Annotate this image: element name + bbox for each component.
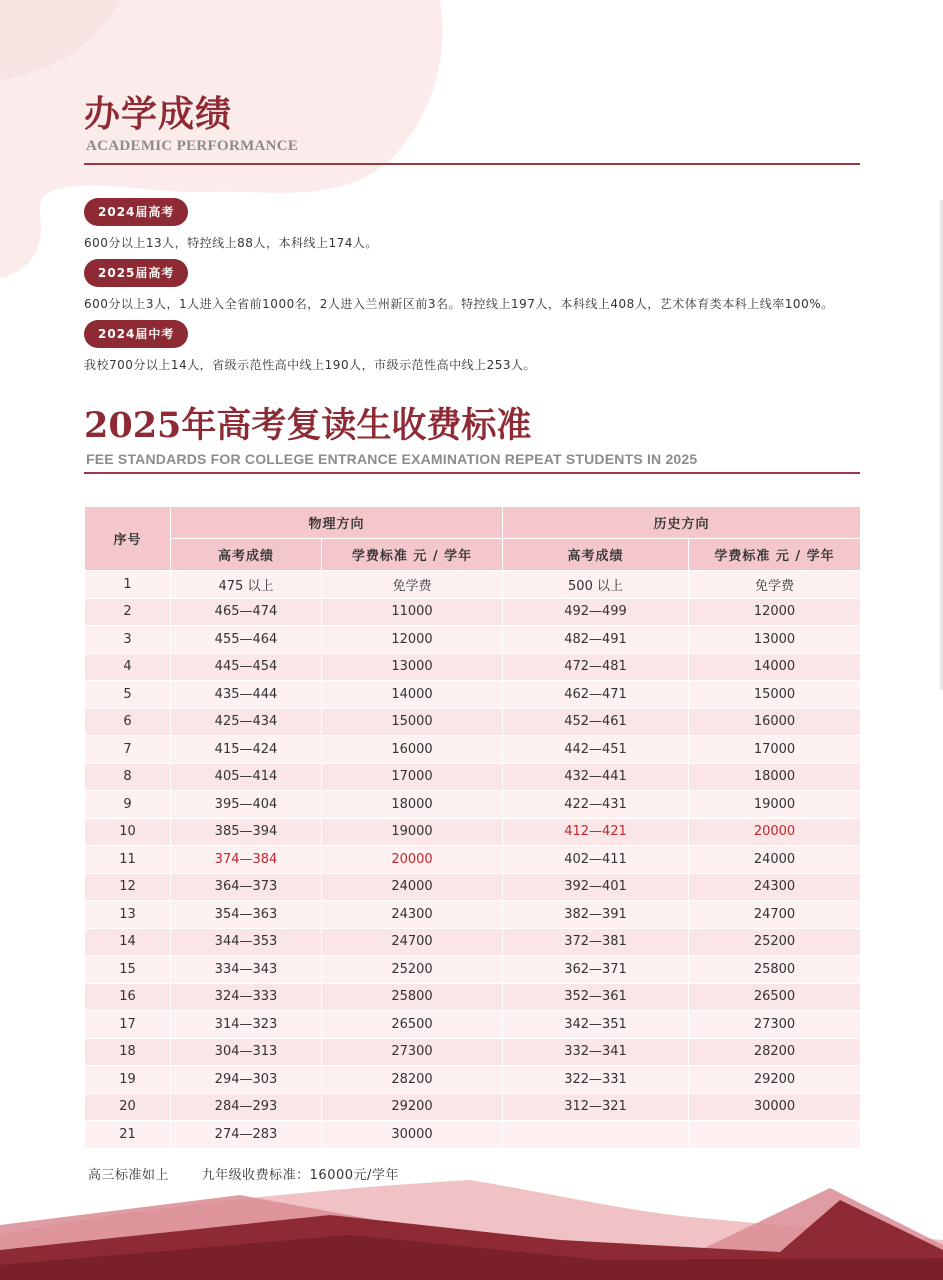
col-header-seq: 序号: [85, 507, 171, 571]
cell-history-score: 482—491: [503, 626, 689, 654]
cell-physics-fee: 25200: [322, 956, 503, 984]
col-group-history: 历史方向: [503, 507, 861, 539]
cell-history-fee: 30000: [689, 1093, 861, 1121]
cell-history-fee: 18000: [689, 763, 861, 791]
cell-history-fee: 27300: [689, 1011, 861, 1039]
fee-table-row: [85, 681, 861, 709]
cell-physics-fee: 29200: [322, 1093, 503, 1121]
cell-physics-score: 465—474: [171, 598, 322, 626]
col-header-physics-fee: 学费标准 元 / 学年: [322, 539, 503, 571]
fee-table: [84, 506, 861, 1149]
cell-history-score: 372—381: [503, 928, 689, 956]
fee-table-row: [85, 928, 861, 956]
fee-table-row: [85, 571, 861, 599]
cell-history-score: 392—401: [503, 873, 689, 901]
cell-seq: 9: [85, 791, 171, 819]
footer-wave-decoration: [0, 1180, 943, 1280]
cell-physics-score: 435—444: [171, 681, 322, 709]
cell-physics-score: 475 以上: [171, 571, 322, 599]
cell-physics-fee: 24000: [322, 873, 503, 901]
cell-physics-fee: 25800: [322, 983, 503, 1011]
cell-history-fee: 13000: [689, 626, 861, 654]
cell-history-score: 500 以上: [503, 571, 689, 599]
cell-seq: 12: [85, 873, 171, 901]
fee-table-row: [85, 956, 861, 984]
cell-seq: 5: [85, 681, 171, 709]
cell-history-fee: 24000: [689, 846, 861, 874]
cell-history-fee: 12000: [689, 598, 861, 626]
cell-history-fee: 15000: [689, 681, 861, 709]
cell-physics-fee: 18000: [322, 791, 503, 819]
cell-history-fee: 14000: [689, 653, 861, 681]
cell-seq: 13: [85, 901, 171, 929]
cell-physics-score: 425—434: [171, 708, 322, 736]
fee-table-row: [85, 708, 861, 736]
cell-physics-fee: 14000: [322, 681, 503, 709]
cell-history-fee: 20000: [689, 818, 861, 846]
cell-seq: 7: [85, 736, 171, 764]
cell-physics-score: 364—373: [171, 873, 322, 901]
cell-history-fee: 26500: [689, 983, 861, 1011]
fee-section-subtitle: FEE STANDARDS FOR COLLEGE ENTRANCE EXAMINATION REPEAT STUDENTS IN 2025: [86, 451, 698, 467]
cell-seq: 8: [85, 763, 171, 791]
result-text-2024-gaokao: 600分以上13人，特控线上88人，本科线上174人。: [84, 236, 378, 250]
cell-physics-fee: 24700: [322, 928, 503, 956]
cell-seq: 14: [85, 928, 171, 956]
cell-history-fee: 25200: [689, 928, 861, 956]
cell-physics-score: 385—394: [171, 818, 322, 846]
cell-physics-score: 354—363: [171, 901, 322, 929]
cell-physics-score: 395—404: [171, 791, 322, 819]
cell-history-score: 362—371: [503, 956, 689, 984]
fee-table-row: [85, 653, 861, 681]
cell-history-fee: 17000: [689, 736, 861, 764]
cell-seq: 19: [85, 1066, 171, 1094]
cell-history-fee: [689, 1121, 861, 1149]
cell-seq: 3: [85, 626, 171, 654]
cell-history-score: 432—441: [503, 763, 689, 791]
cell-history-fee: 25800: [689, 956, 861, 984]
cell-history-fee: 24300: [689, 873, 861, 901]
cell-history-score: 422—431: [503, 791, 689, 819]
cell-history-score: 462—471: [503, 681, 689, 709]
cell-physics-score: 415—424: [171, 736, 322, 764]
cell-physics-fee: 19000: [322, 818, 503, 846]
cell-history-score: 402—411: [503, 846, 689, 874]
fee-table-row: [85, 818, 861, 846]
fee-table-row: [85, 626, 861, 654]
cell-physics-fee: 20000: [322, 846, 503, 874]
cell-physics-score: 344—353: [171, 928, 322, 956]
cell-physics-fee: 27300: [322, 1038, 503, 1066]
cell-physics-score: 334—343: [171, 956, 322, 984]
fee-table-row: [85, 763, 861, 791]
cell-physics-fee: 13000: [322, 653, 503, 681]
cell-history-score: 342—351: [503, 1011, 689, 1039]
fee-table-row: [85, 791, 861, 819]
fee-table-row: [85, 846, 861, 874]
col-header-history-fee: 学费标准 元 / 学年: [689, 539, 861, 571]
cell-seq: 15: [85, 956, 171, 984]
col-group-physics: 物理方向: [171, 507, 503, 539]
fee-table-row: [85, 901, 861, 929]
cell-physics-fee: 24300: [322, 901, 503, 929]
cell-physics-score: 445—454: [171, 653, 322, 681]
cell-physics-fee: 免学费: [322, 571, 503, 599]
cell-physics-fee: 30000: [322, 1121, 503, 1149]
cell-seq: 18: [85, 1038, 171, 1066]
fee-table-row: [85, 736, 861, 764]
cell-physics-score: 455—464: [171, 626, 322, 654]
col-header-history-score: 高考成绩: [503, 539, 689, 571]
cell-seq: 1: [85, 571, 171, 599]
academic-divider: [84, 163, 860, 165]
cell-history-fee: 免学费: [689, 571, 861, 599]
footnote-grade12: 高三标准如上: [88, 1168, 170, 1183]
result-text-2025-gaokao: 600分以上3人，1人进入全省前1000名，2人进入兰州新区前3名。特控线上197人，本科线上408人，艺术体育类本科上线率100%。: [84, 297, 834, 311]
cell-history-fee: 19000: [689, 791, 861, 819]
cell-history-fee: 16000: [689, 708, 861, 736]
cell-physics-fee: 11000: [322, 598, 503, 626]
fee-table-row: [85, 1066, 861, 1094]
cell-physics-score: 324—333: [171, 983, 322, 1011]
cell-seq: 4: [85, 653, 171, 681]
cell-history-score: 352—361: [503, 983, 689, 1011]
academic-section-subtitle: ACADEMIC PERFORMANCE: [86, 138, 299, 154]
cell-physics-score: 274—283: [171, 1121, 322, 1149]
cell-seq: 6: [85, 708, 171, 736]
cell-physics-fee: 15000: [322, 708, 503, 736]
fee-divider: [84, 472, 860, 474]
fee-table-row: [85, 1011, 861, 1039]
cell-seq: 17: [85, 1011, 171, 1039]
cell-history-fee: 29200: [689, 1066, 861, 1094]
cell-physics-fee: 17000: [322, 763, 503, 791]
cell-history-fee: 28200: [689, 1038, 861, 1066]
footnote-grade9: 九年级收费标准：16000元/学年: [201, 1168, 399, 1183]
cell-history-fee: 24700: [689, 901, 861, 929]
cell-history-score: 322—331: [503, 1066, 689, 1094]
cell-seq: 2: [85, 598, 171, 626]
fee-section-title: 2025年高考复读生收费标准: [84, 405, 532, 446]
cell-history-score: 472—481: [503, 653, 689, 681]
fee-table-row: [85, 983, 861, 1011]
cell-seq: 20: [85, 1093, 171, 1121]
fee-table-row: [85, 1038, 861, 1066]
cell-history-score: 492—499: [503, 598, 689, 626]
result-text-2024-zhongkao: 我校700分以上14人，省级示范性高中线上190人，市级示范性高中线上253人。: [84, 358, 536, 372]
fee-table-row: [85, 873, 861, 901]
cell-history-score: 452—461: [503, 708, 689, 736]
cell-seq: 16: [85, 983, 171, 1011]
cell-physics-score: 284—293: [171, 1093, 322, 1121]
cell-seq: 21: [85, 1121, 171, 1149]
cell-physics-fee: 16000: [322, 736, 503, 764]
cell-history-score: 442—451: [503, 736, 689, 764]
cell-physics-score: 405—414: [171, 763, 322, 791]
cell-physics-score: 314—323: [171, 1011, 322, 1039]
cell-history-score: 332—341: [503, 1038, 689, 1066]
academic-section-title: 办学成绩: [84, 93, 233, 135]
cell-seq: 10: [85, 818, 171, 846]
cell-physics-fee: 28200: [322, 1066, 503, 1094]
cell-physics-score: 304—313: [171, 1038, 322, 1066]
col-header-physics-score: 高考成绩: [171, 539, 322, 571]
cell-physics-score: 294—303: [171, 1066, 322, 1094]
result-badge-2024-zhongkao: 2024届中考: [84, 320, 188, 348]
cell-history-score: 412—421: [503, 818, 689, 846]
cell-physics-score: 374—384: [171, 846, 322, 874]
fee-table-row: [85, 1093, 861, 1121]
cell-history-score: 312—321: [503, 1093, 689, 1121]
result-badge-2024-gaokao: 2024届高考: [84, 198, 188, 226]
cell-physics-fee: 26500: [322, 1011, 503, 1039]
fee-table-row: [85, 1121, 861, 1149]
fee-table-row: [85, 598, 861, 626]
result-badge-2025-gaokao: 2025届高考: [84, 259, 188, 287]
cell-history-score: 382—391: [503, 901, 689, 929]
cell-history-score: [503, 1121, 689, 1149]
cell-physics-fee: 12000: [322, 626, 503, 654]
cell-seq: 11: [85, 846, 171, 874]
